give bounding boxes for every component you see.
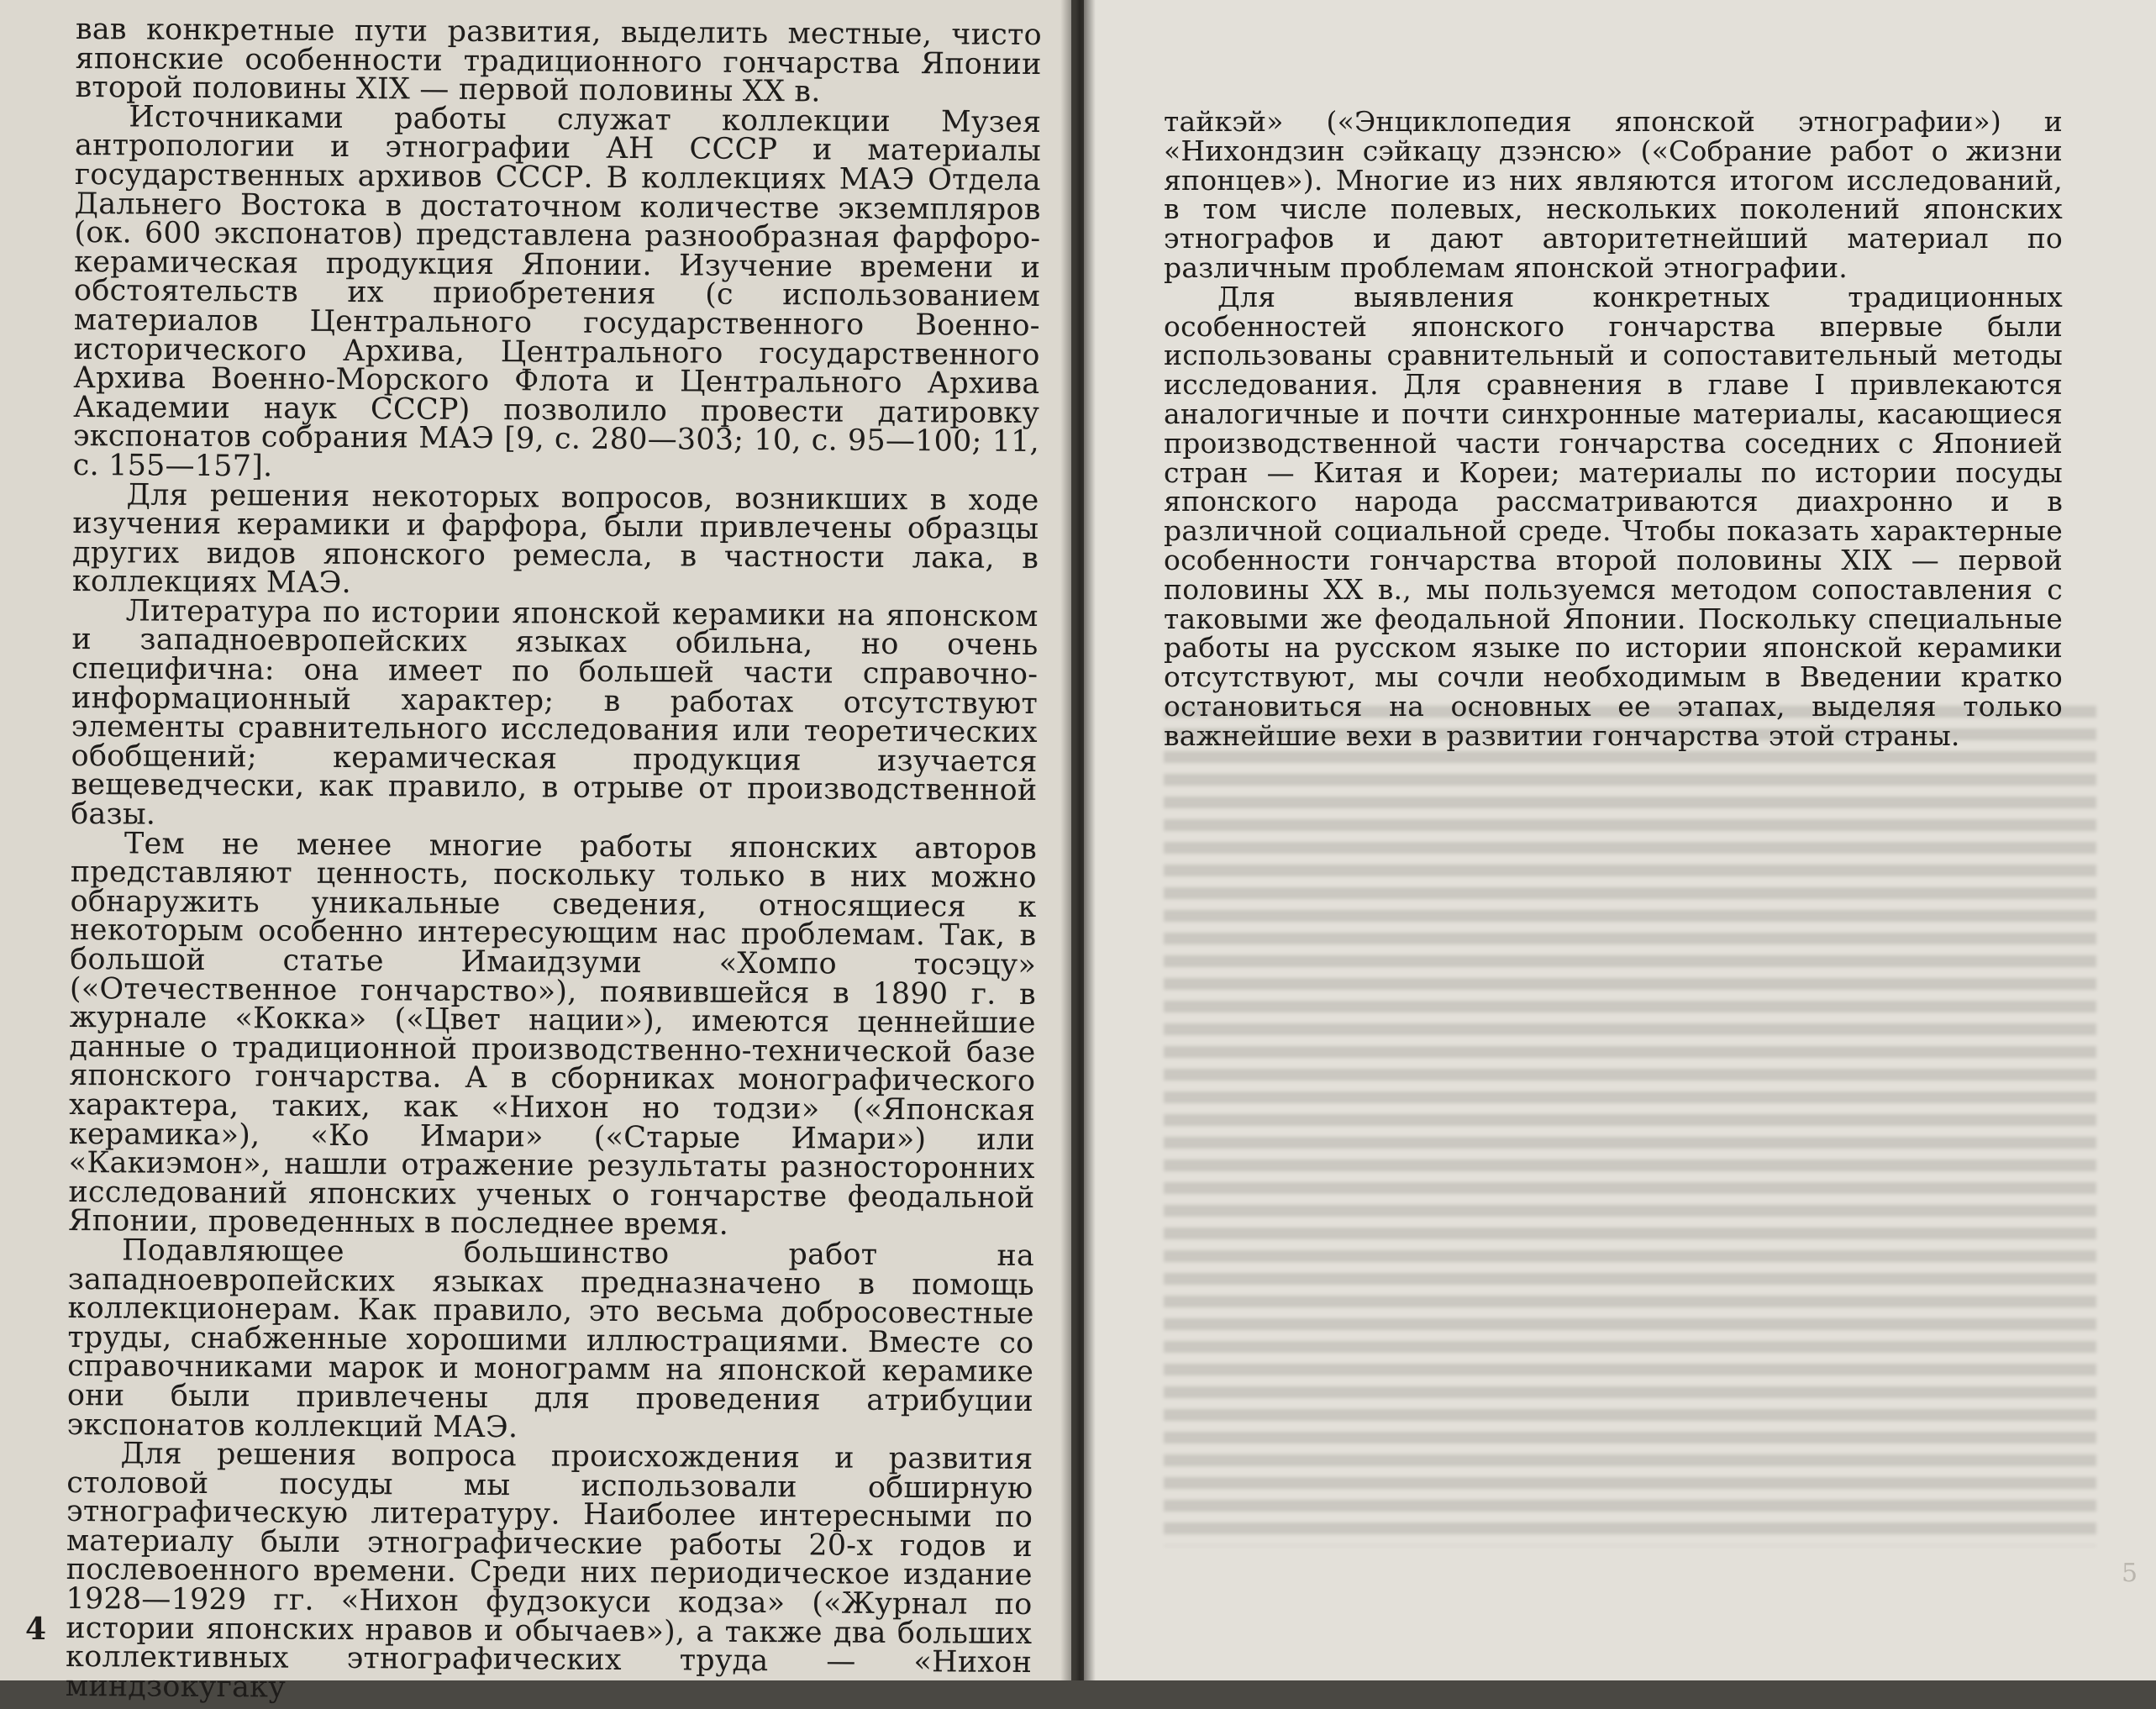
book-gutter [1060,0,1096,1680]
paragraph: Источниками работы служат коллекции Музея антропологии и этнографии АН СССР и материалы государственных архивов СССР. В коллекциях МАЭ Отдела Дальнего Востока в достаточном количестве экземпляров (ок. 600 экспонатов) представлена разнообразная фарфоро-керамическая продукция Японии. Изучение времени и обстоятельств их приобретения (с использованием материалов Центрального государственного Военно-исторического Архива, Центрального государственного Архива Военно-Морского Флота и Центрального Архива Академии наук СССР) позволило провести датировку экспонатов собрания МАЭ [9, с. 280—303; 10, с. 95—100; 11, с. 155—157]. [72,100,1042,484]
left-page-text [66,15,1042,1706]
page-number: 4 [25,1612,47,1647]
paragraph: Для решения вопроса происхождения и развития столовой посуды мы использовали обширную этнографическую литературу. Наиболее интересными по материалу были этнографические работы 20-х годов и послевоенного времени. Среди них периодическое издание 1928—1929 гг. «Нихон фудзокуси кодза» («Журнал по истории японских нравов и обычаев»), а также два больших коллективных этнографических труда — «Нихон миндзокугаку [65,1437,1033,1705]
paragraph: тайкэй» («Энциклопедия японской этнографии») и «Нихондзин сэйкацу дзэнсю» («Собрание работ о жизни японцев»). Многие из них являются итогом исследований, в том числе полевых, нескольких поколений японских этнографов и дают авторитетнейший материал по различным проблемам японской этнографии. [1164,105,2063,284]
bleed-through-shadow [1164,706,2096,1546]
paragraph: Тем не менее многие работы японских авторов представляют ценность, поскольку только в них можно обнаружить уникальные сведения, относящиеся к некоторым особенно интересующим нас проблемам. Так, в большой статье Имаидзуми «Хомпо тосэцу» («Отечественное гончарство»), появившейся в 1890 г. в журнале «Кокка» («Цвет нации»), имеются ценнейшие данные о традиционной производственно-технической базе японского гончарства. А в сборниках монографического характера, таких, как «Нихон но тодзи» («Японская керамика»), «Ко Имари» («Старые Имари») или «Какиэмон», нашли отражение результаты разносторонних исследований японских ученых о гончарстве феодальной Японии, проведенных в последнее время. [68,826,1038,1243]
paragraph: Подавляющее большинство работ на западноевропейских языках предназначено в помощь коллекционерам. Как правило, это весьма добросовестные труды, снабженные хорошими иллюстрациями. Вместе со справочниками марок и монограмм на японской керамике они были привлечены для проведения атрибуции экспонатов коллекций МАЭ. [66,1233,1035,1444]
paragraph: вав конкретные пути развития, выделить местные, чисто японские особенности традиционного гончарства Японии второй половины XIX — первой половины XX в. [75,13,1042,109]
right-page-text [1164,105,2063,752]
right-page [1084,0,2156,1680]
left-page [0,0,1071,1705]
paragraph: Для решения некоторых вопросов, возникших в ходе изучения керамики и фарфора, были привлечены образцы других видов японского ремесла, в частности лака, в коллекциях МАЭ. [71,477,1039,601]
paragraph: Литература по истории японской керамики на японском и западноевропейских языках обильна, но очень специфична: она имеет по большей части справочно-информационный характер; в работах отсутствуют элементы сравнительного исследования или теоретических обобщений; керамическая продукция изучается вещеведчески, как правило, в отрыве от производственной базы. [71,594,1039,832]
paragraph: Для выявления конкретных традиционных особенностей японского гончарства впервые были использованы сравнительный и сопоставительный методы исследования. Для сравнения в главе I привлекаются аналогичные и почти синхронные материалы, касающиеся производственной части гончарства соседних с Японией стран — Китая и Кореи; материалы по истории посуды японского народа рассматриваются диахронно и в различной социальной среде. Чтобы показать характерные особенности гончарства второй половины XIX — первой половины XX в., мы пользуемся методом сопоставления с таковыми же феодальной Японии. Поскольку специальные работы на русском языке по истории японской керамики отсутствуют, мы сочли необходимым в Введении кратко остановиться на основных ее этапах, выделяя только важнейшие вехи в развитии гончарства этой страны. [1164,280,2063,752]
page-number: 5 [2122,1559,2138,1588]
